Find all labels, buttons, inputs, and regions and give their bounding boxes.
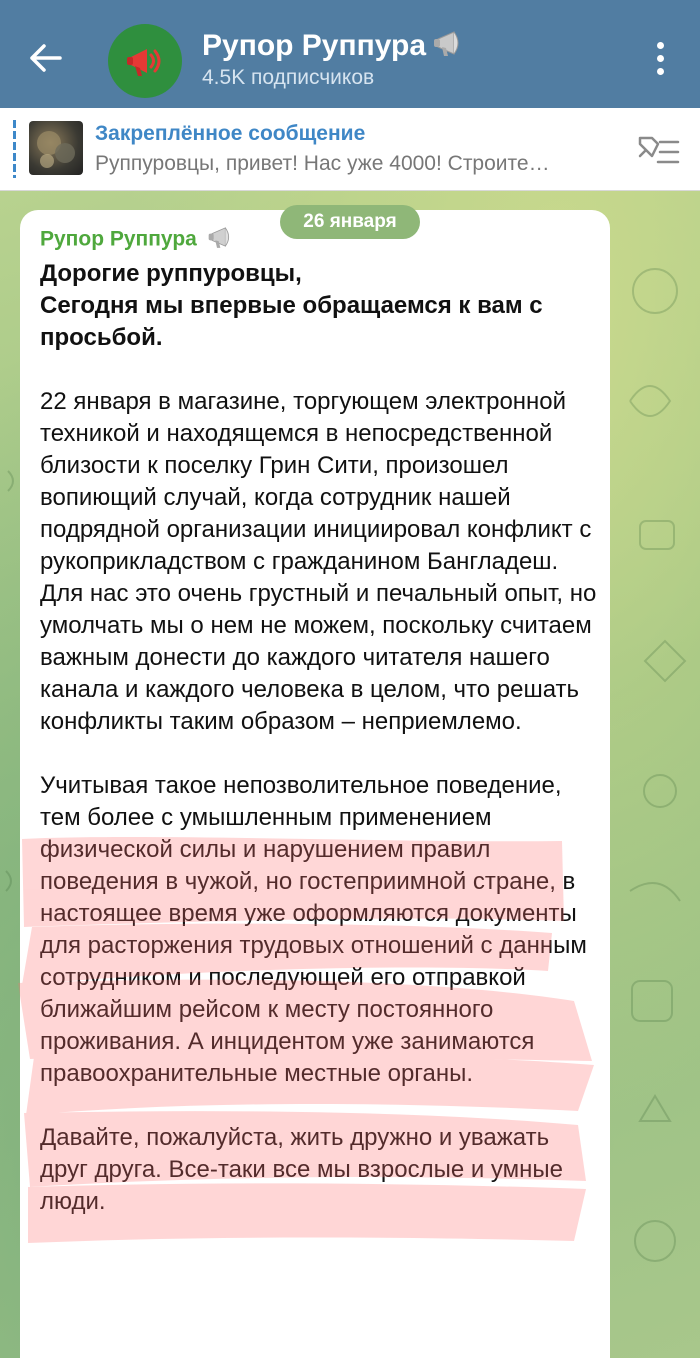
chat-background (0, 191, 700, 1358)
menu-dot (657, 55, 664, 62)
paragraph-gap (40, 354, 600, 386)
more-options-button[interactable] (640, 36, 680, 80)
megaphone-icon (207, 224, 237, 256)
chat-header (0, 0, 700, 108)
channel-title-text: Рупор Руппура (202, 28, 427, 62)
pinned-title: Закреплённое сообщение (95, 122, 366, 145)
megaphone-avatar-icon (123, 39, 167, 83)
back-button[interactable] (18, 30, 74, 86)
unpin-button[interactable] (636, 130, 682, 170)
menu-dot (657, 68, 664, 75)
message-heading-line1: Дорогие руппуровцы, (40, 260, 302, 287)
pinned-preview-text: Руппуровцы, привет! Нас уже 4000! Строите… (95, 152, 550, 175)
message-paragraph-2: Учитывая такое непозволительное поведение, тем более с умышленным применением физической силы и нарушением правил поведения в чужой, но гостеприимной стране, в настоящее время уже оформляются документы для расторжения трудовых отношений с данным сотрудником и последующей его отправкой ближайшим рейсом к месту постоянного проживания. А инцидентом уже занимаются правоохранительные местные органы. (40, 772, 587, 1087)
message-author-name: Рупор Руппура (40, 227, 197, 251)
message-paragraph-1: 22 января в магазине, торгующем электронной техникой и находящемся в непосредственной близости к поселку Грин Сити, произошел вопиющий случай, когда сотрудник нашей подрядной организации инициировал конфликт с рукоприкладством с гражданином Бангладеш. Для нас это очень грустный и печальный опыт, но умолчать мы о нем не можем, поскольку считаем важным донести до каждого читателя нашего канала и каждого человека в целом, что решать конфликты таким образом – неприемлемо. (40, 388, 597, 735)
pinned-indicator (13, 120, 16, 178)
paragraph-gap (40, 738, 600, 770)
paragraph-gap (40, 1090, 600, 1122)
date-separator: 26 января (280, 205, 420, 239)
megaphone-icon (432, 28, 468, 66)
more-vertical-icon (657, 42, 664, 49)
message-heading-line2: Сегодня мы впервые обращаемся к вам с просьбой. (40, 292, 543, 351)
channel-avatar[interactable] (108, 24, 182, 98)
channel-title[interactable] (202, 28, 468, 66)
message-bubble[interactable] (20, 210, 610, 1358)
pinned-message-bar[interactable] (0, 108, 700, 191)
pinned-thumbnail (29, 121, 83, 175)
message-text (40, 258, 600, 1218)
message-paragraph-3: Давайте, пожалуйста, жить дружно и уважать друг друга. Все-таки все мы взрослые и умные люди. (40, 1124, 564, 1215)
message-author[interactable] (40, 224, 237, 256)
unpin-list-icon (636, 130, 682, 170)
arrow-left-icon (30, 44, 62, 72)
subscriber-count: 4.5K подписчиков (202, 66, 375, 89)
